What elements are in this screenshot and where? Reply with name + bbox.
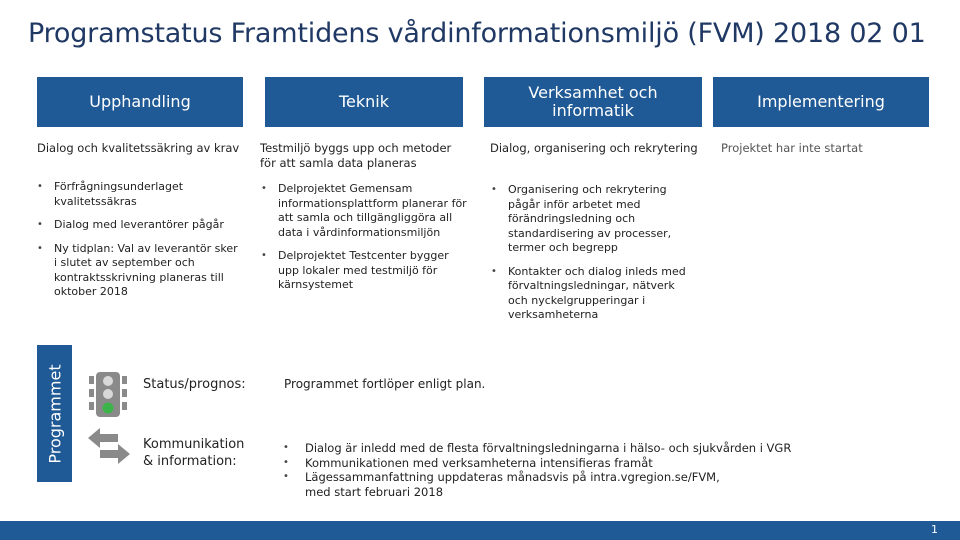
- list-item: • Ny tidplan: Val av leverantör sker i slutet av september och kontraktsskrivning planeras till oktober 2018: [34, 242, 239, 300]
- traffic-light-icon: [88, 372, 128, 421]
- subtitle-verksamhet: Dialog, organisering och rekrytering: [490, 141, 698, 155]
- list-item: • Kontakter och dialog inleds med förvaltningsledningar, nätverk och nyckelgrupperingar i verksamheterna: [488, 265, 693, 323]
- programme-sidebar: [37, 345, 72, 482]
- list-item: • Dialog med leverantörer pågår: [34, 218, 239, 233]
- header-verksamhet: Verksamhet och informatik: [484, 77, 702, 127]
- list-item: • Delprojektet Gemensam informationsplattform planerar för att samla och tillgängliggöra all data i vårdinformationsmiljön: [258, 182, 468, 240]
- list-item: • Dialog är inledd med de flesta förvaltningsledningarna i hälso- och sjukvården i VGR: [283, 441, 803, 456]
- communication-list: [283, 441, 803, 499]
- header-teknik: Teknik: [265, 77, 463, 127]
- list-item: • Förfrågningsunderlaget kvalitetssäkras: [34, 180, 239, 209]
- header-upphandling: Upphandling: [37, 77, 243, 127]
- bullets-verksamhet: [488, 183, 693, 332]
- list-item: • Lägessammanfattning uppdateras månadsvis på intra.vgregion.se/FVM, med start februari 2018: [283, 470, 735, 499]
- bullets-teknik: [258, 182, 468, 302]
- page-number: 1: [931, 523, 938, 536]
- communication-label: Kommunikation & information:: [143, 437, 245, 469]
- sidebar-label: Programmet: [45, 363, 64, 464]
- subtitle-upphandling: Dialog och kvalitetssäkring av krav: [37, 141, 240, 155]
- list-item: • Kommunikationen med verksamheterna intensifieras framåt: [283, 456, 803, 471]
- subtitle-implementering: Projektet har inte startat: [721, 141, 863, 155]
- bullets-upphandling: [34, 180, 239, 309]
- status-label: Status/prognos:: [143, 377, 246, 392]
- status-text: Programmet fortlöper enligt plan.: [284, 377, 486, 391]
- list-item: • Delprojektet Testcenter bygger upp lokaler med testmiljö för kärnsystemet: [258, 249, 468, 293]
- footer-bar: [0, 521, 960, 540]
- bidirectional-arrow-icon: [88, 428, 130, 468]
- subtitle-teknik: Testmiljö byggs upp och metoder för att samla data planeras: [260, 141, 452, 170]
- slide-title: Programstatus Framtidens vårdinformationsmiljö (FVM) 2018 02 01: [28, 18, 926, 49]
- header-implementering: Implementering: [713, 77, 929, 127]
- list-item: • Organisering och rekrytering pågår inför arbetet med förändringsledning och standardisering av processer, termer och begrepp: [488, 183, 693, 256]
